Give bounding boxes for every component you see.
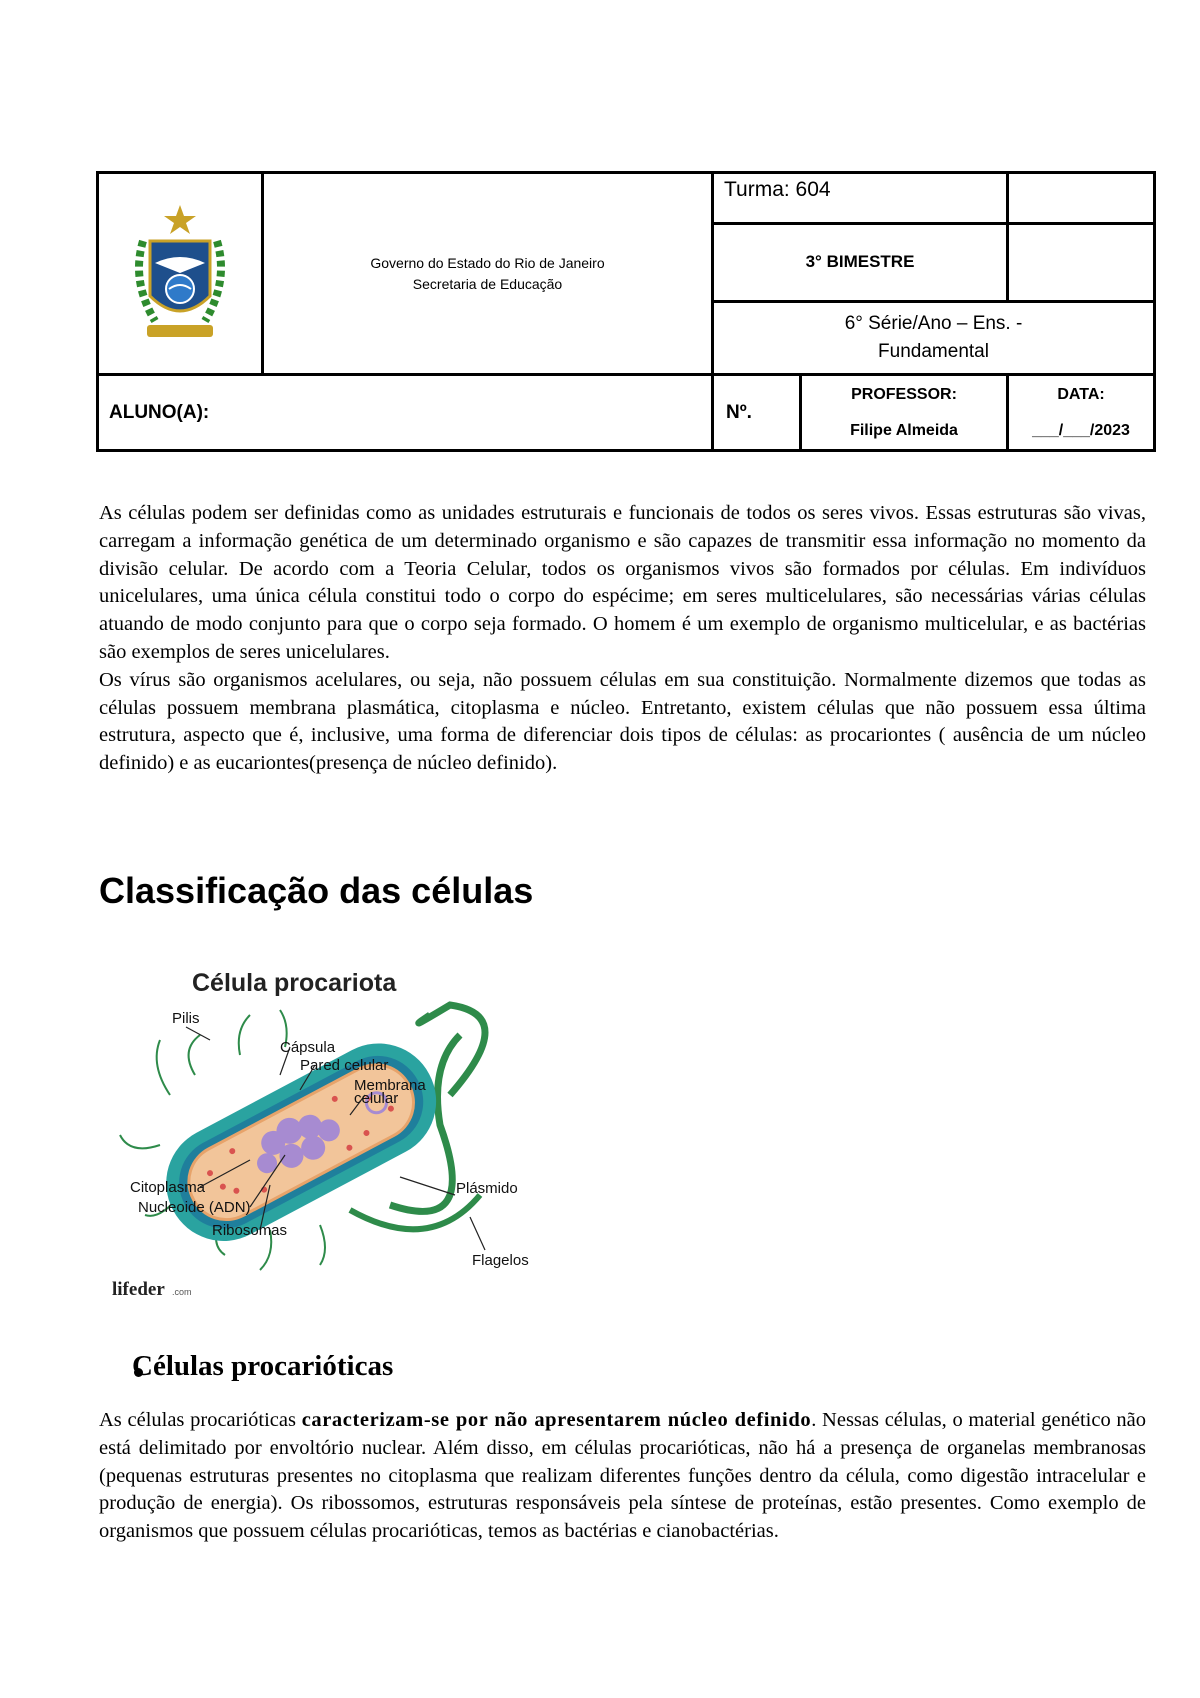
label-pilis: Pilis — [172, 1010, 200, 1027]
prokaryotic-section — [99, 1407, 1146, 1546]
intro-section — [99, 500, 1146, 778]
serie-line-1: 6° Série/Ano – Ens. - — [844, 313, 1023, 335]
bimestre-empty-cell — [1008, 223, 1155, 302]
professor-cell — [801, 375, 1008, 451]
turma-cell: Turma: 604 — [713, 173, 1008, 224]
prokaryotic-paragraph — [99, 1407, 1146, 1546]
serie-line-2: Fundamental — [878, 341, 989, 363]
label-pared: Pared celular — [300, 1057, 389, 1074]
label-membrana-1: Membrana — [354, 1077, 426, 1094]
label-membrana-2: celular — [354, 1090, 399, 1107]
state-emblem-icon — [125, 201, 235, 341]
professor-label: PROFESSOR: — [851, 385, 957, 403]
government-name: Governo do Estado do Rio de Janeiro — [370, 254, 605, 271]
header-table — [96, 171, 1156, 452]
subsection-title: Células procarióticas — [132, 1350, 394, 1382]
prokaryotic-cell-diagram — [100, 955, 556, 1311]
prokaryotic-text-bold: caracterizam-se por não apresentarem núcleo definido — [301, 1409, 812, 1431]
emblem-cell — [98, 173, 263, 375]
label-flagelos: Flagelos — [472, 1252, 529, 1269]
aluno-field[interactable]: ALUNO(A): — [98, 375, 713, 451]
lifeder-logo-suffix: .com — [172, 1287, 192, 1297]
serie-cell — [713, 302, 1155, 375]
date-label: DATA: — [1057, 385, 1105, 403]
bimestre-cell: 3° BIMESTRE — [713, 223, 1008, 302]
professor-name: Filipe Almeida — [850, 421, 958, 439]
label-citoplasma: Citoplasma — [130, 1179, 206, 1196]
date-value: ___/___/2023 — [1032, 421, 1130, 439]
label-capsula: Cápsula — [280, 1039, 336, 1056]
intro-paragraph-1: As células podem ser definidas como as unidades estruturais e funcionais de todos os seres vivos. Essas estruturas são vivas, carregam a informação genética de um determinado organismo e são capazes de transmitir essa informação no momento da divisão celular. De acordo com a Teoria Celular, todos os organismos vivos são formados por células. Em indivíduos unicelulares, uma única célula constitui todo o corpo do espécime; em seres multicelulares, são necessárias várias células atuando de modo conjunto para que o corpo seja formado. O homem é um exemplo de organismo multicelular, e as bactérias são exemplos de seres unicelulares. — [99, 502, 1146, 663]
label-plasmido: Plásmido — [456, 1180, 518, 1197]
intro-paragraph-2: Os vírus são organismos acelulares, ou seja, não possuem células em sua constituição. Normalmente dizemos que todas as células possuem membrana plasmática, citoplasma e núcleo. Entretanto, existem células que não possuem essa última estrutura, aspecto que é, inclusive, uma forma de diferenciar dois tipos de células: as procariontes ( ausência de um núcleo definido) e as eucariontes(presença de núcleo definido). — [99, 668, 1146, 775]
diagram-title: Célula procariota — [192, 969, 397, 997]
prokaryotic-text-after: . Nessas células, o material genético não está delimitado por envoltório nuclear. Além disso, em células procarióticas, não há a presença de organelas membranosas (pequenas estruturas presentes no citoplasma que realizam diferentes funções dentro da célula, como digestão intracelular e produção de energia). Os ribossomos, estruturas responsáveis pela síntese de proteínas, estão presentes. Como exemplo de organismos que possuem células procarióticas, temos as bactérias e cianobactérias. — [99, 1409, 1147, 1543]
lifeder-logo: lifeder — [112, 1279, 165, 1300]
date-field[interactable] — [1008, 375, 1155, 451]
prokaryotic-text-before: As células procarióticas — [99, 1409, 302, 1431]
turma-cell-end — [1008, 173, 1155, 224]
government-cell — [263, 173, 713, 375]
numero-field[interactable]: Nº. — [713, 375, 801, 451]
label-ribosomas: Ribosomas — [212, 1222, 288, 1239]
section-title: Classificação das células — [99, 870, 534, 911]
secretariat-name: Secretaria de Educação — [412, 275, 563, 292]
label-nucleoide: Nucleoide (ADN) — [138, 1199, 251, 1216]
